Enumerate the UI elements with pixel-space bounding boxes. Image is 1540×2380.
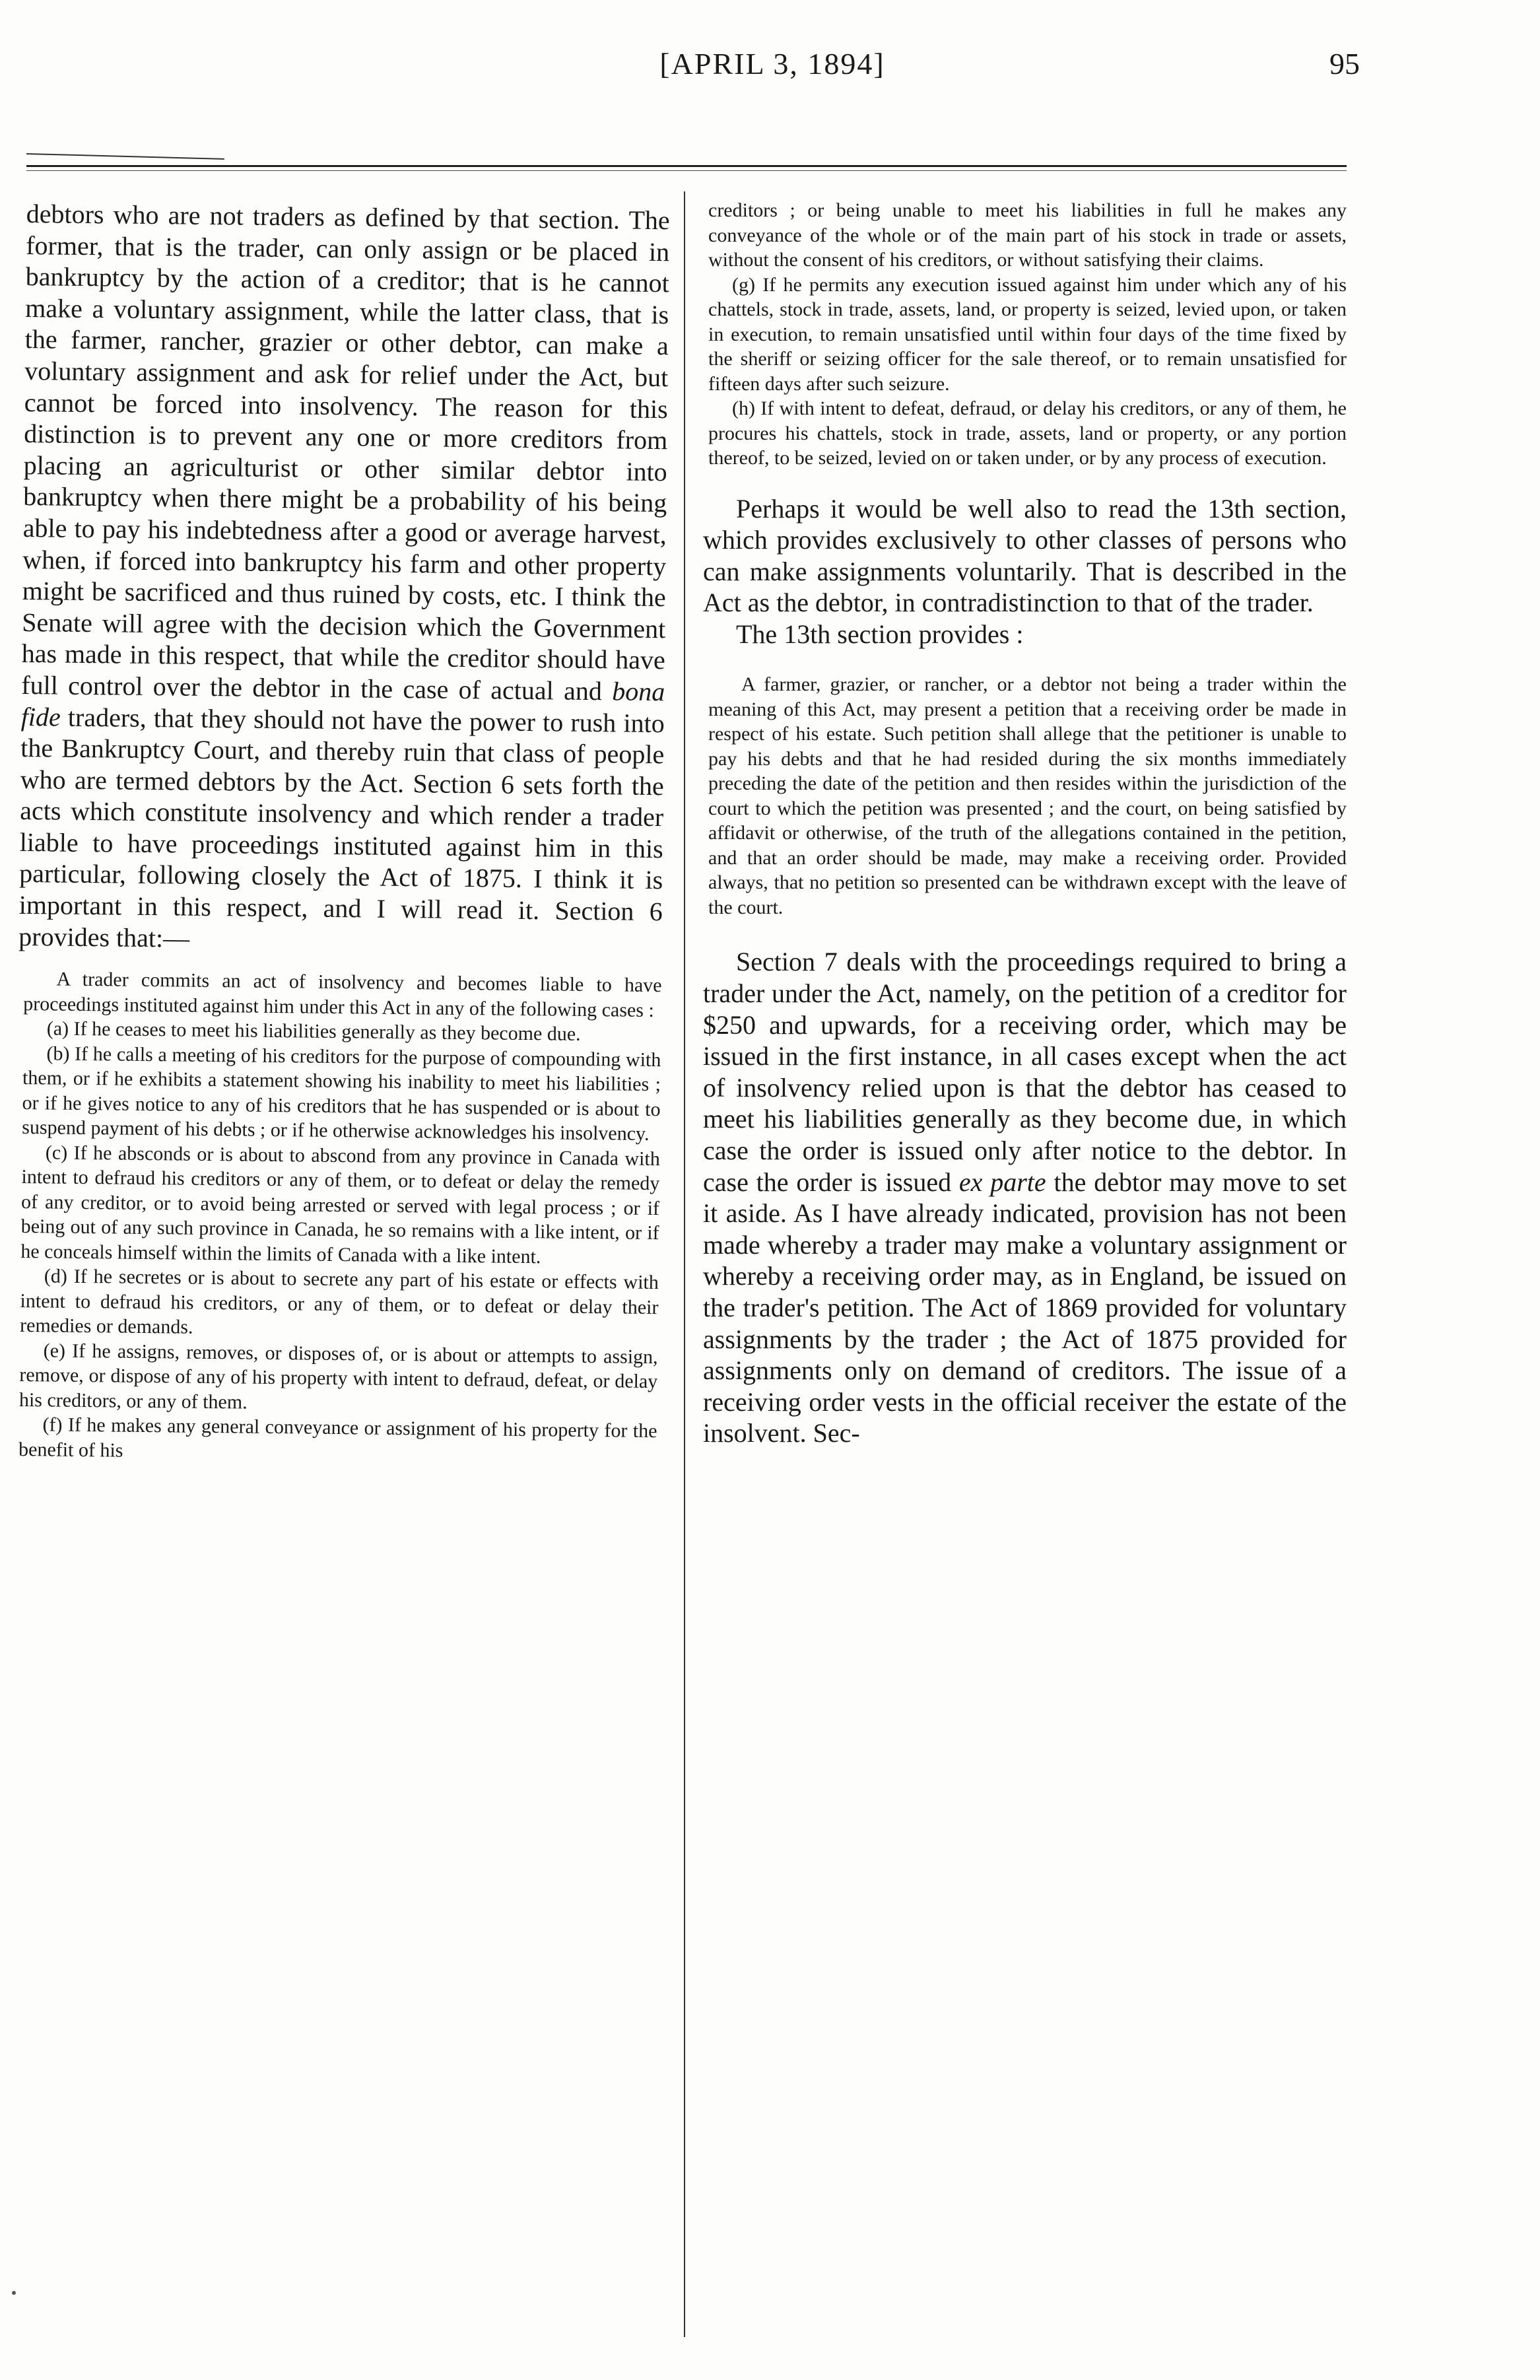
quoted-section-13 xyxy=(703,672,1347,920)
right-column xyxy=(703,198,1347,2357)
quote-13-text: A farmer, grazier, or rancher, or a debtor not being a trader within the meaning of this Act, may present a petition that a receiving order be made in respect of his estate. Such petition shall allege that the petitioner is unable to pay his debts and that he had resided during the six months immediately preceding the date of the petition and then resides within the jurisdiction of the court to which the petition was presented ; and the court, on being satisfied by affidavit or otherwise, of the truth of the allegations contained in the petition, and that an order should be made, may make a receiving order. Provided always, that no petition so presented can be withdrawn except with the leave of the court. xyxy=(708,673,1347,918)
header-swash-rule xyxy=(26,153,224,160)
paragraph-text: traders, that they should not have the power to rush into the Bankruptcy Court, and thereby ruin that class of people who are termed debtors by the Act. Section 6 sets forth the acts which constitute insolvency and which render a trader liable to have proceedings instituted against him in this particular, following closely the Act of 1875. I think it is important in this respect, and I will read it. Section 6 provides that:— xyxy=(18,702,665,953)
left-column xyxy=(4,198,670,2363)
margin-mark xyxy=(12,2291,16,2295)
clause-a: (a) If he ceases to meet his liabilities generally as they become due. xyxy=(46,1017,581,1046)
clause-h: (h) If with intent to defeat, defraud, or delay his creditors, or any of them, he procures his chattels, stock in trade, assets, land or property, or any portion thereof, to be seized, levied on or taken under, or by any process of execution. xyxy=(708,397,1347,469)
header-rule xyxy=(26,165,1347,167)
quoted-section-6-continued xyxy=(703,198,1347,471)
paragraph-text: Section 7 deals with the proceedings required to bring a trader under the Act, namely, on the petition of a creditor for $250 and upwards, for a receiving order, which may be issued in the first instance, in all cases except when the act of insolvency relied upon is that the debtor has ceased to meet his liabilities generally as they become due, in which case the order is issued only after notice to the debtor. In case the order is issued xyxy=(703,947,1347,1197)
header-rule-thin xyxy=(26,170,1347,171)
quote-intro: A trader commits an act of insolvency and becomes liable to have proceedings instituted against him under this Act in any of the following cases : xyxy=(23,968,662,1021)
paragraph-text: the debtor may move to set it aside. As I have already indicated, provision has not been made whereby a trader may make a voluntary assignment or whereby a receiving order may, as in England, be issued on the trader's petition. The Act of 1869 provided for voluntary assignments by the trader ; the Act of 1875 provided for assignments only on demand of creditors. The issue of a receiving order vests in the official receiver the estate of the insolvent. Sec- xyxy=(703,1167,1347,1448)
body-paragraph xyxy=(703,946,1347,1449)
page-number: 95 xyxy=(1329,47,1360,81)
italic-term: bona fide xyxy=(20,676,665,732)
body-paragraph: Perhaps it would be well also to read the 13th section, which provides exclusively to other classes of persons who can make assignments voluntarily. That is described in the Act as the debtor, in contradistinction to that of the trader. xyxy=(703,493,1347,618)
header-date: [APRIL 3, 1894] xyxy=(659,47,885,81)
clause-f-continued: creditors ; or being unable to meet his liabilities in full he makes any conveyance of the whole or of the main part of his stock in trade or assets, without the consent of his creditors, or without satisfying their claims. xyxy=(708,199,1347,271)
body-paragraph: The 13th section provides : xyxy=(736,619,1024,649)
quoted-section-6 xyxy=(13,967,662,1468)
clause-e: (e) If he assigns, removes, or disposes of, or is about or attempts to assign, remove, or dispose of any of his property with intent to defraud, defeat, or delay his creditors, or any of them. xyxy=(18,1340,658,1413)
clause-b: (b) If he calls a meeting of his creditors for the purpose of compounding with them, or if he exhibits a statement showing his inability to meet his liabilities ; or if he gives notice to any of his creditors that he has suspended or is about to suspend payment of his debts ; or if he otherwise acknowledges his insolvency. xyxy=(22,1042,661,1145)
paragraph-text: debtors who are not traders as defined by that section. The former, that is the trader, can only assign or be placed in bankruptcy by the action of a creditor; that is he cannot make a voluntary assignment, while the latter class, that is the farmer, rancher, grazier or other debtor, can make a voluntary assignment and ask for relief under the Act, but cannot be forced into insolvency. The reason for this distinction is to prevent any one or more creditors from placing an agriculturist or other similar debtor into bankruptcy when there might be a probability of his being able to pay his indebtedness after a good or average harvest, when, if forced into bankruptcy his farm and other property might be sacrificed and thus ruined by costs, etc. I think the Senate will agree with the decision which the Government has made in this respect, that while the creditor should have full control over the debtor in the case of actual and xyxy=(21,198,670,706)
clause-g: (g) If he permits any execution issued against him under which any of his chattels, stock in trade, assets, land, or property is seized, levied upon, or taken in execution, to remain unsatisfied until within four days of the time fixed by the sheriff or seizing officer for the sale thereof, or to remain unsatisfied for fifteen days after such seizure. xyxy=(708,273,1347,395)
column-divider xyxy=(684,191,685,2337)
page-header xyxy=(0,46,1540,106)
italic-term: ex parte xyxy=(958,1167,1046,1197)
body-paragraph xyxy=(18,198,670,959)
clause-c: (c) If he absconds or is about to abscond from any province in Canada with intent to defraud his creditors or any of them, or to defeat or delay the remedy of any creditor, or to avoid being arrested or served with legal process ; or if being out of any such province in Canada, he so remains with a like intent, or if he conceals himself within the limits of Canada with a like intent. xyxy=(20,1141,660,1268)
clause-f: (f) If he makes any general conveyance or assignment of his property for the benefit of his xyxy=(18,1413,657,1462)
clause-d: (d) If he secretes or is about to secrete any part of his estate or effects with intent to defraud his creditors, or any of them, or to defeat or delay their remedies or demands. xyxy=(19,1265,659,1338)
